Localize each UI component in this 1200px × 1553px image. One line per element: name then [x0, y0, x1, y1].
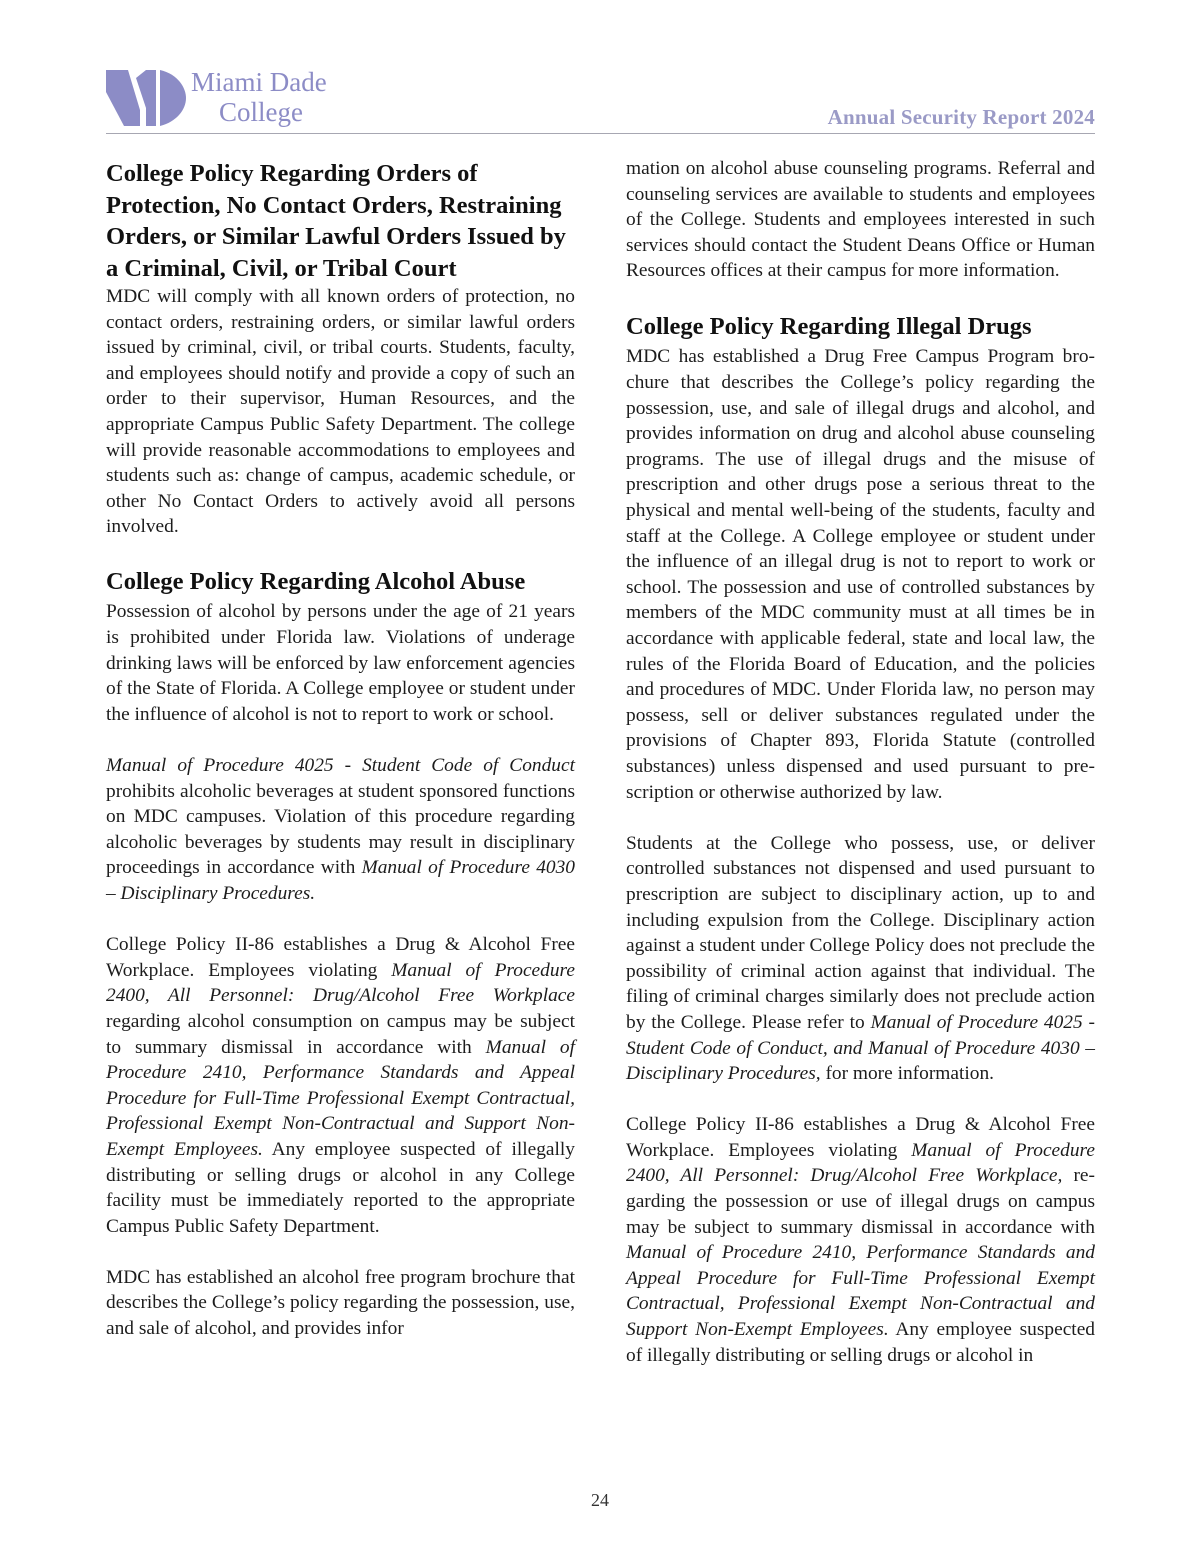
heading-alcohol-abuse: College Policy Regarding Alcohol Abuse [106, 567, 526, 595]
page-number: 24 [591, 1490, 609, 1510]
page-header [106, 68, 1095, 136]
italic-reference: Manual of Procedure 4025 - Student Code of Conduct, and Manual of Procedure 4030 – Disciplinary Procedures, [626, 1011, 1096, 1085]
college-logo [106, 68, 366, 128]
paragraph-alcohol-2 [106, 753, 575, 907]
text-run: prohibits alcoholic beverages at student sponsored functions on MDC campuses. Violation of this procedure regarding alcoholic beverages by students may result in disciplinary proceedings in accordance with [106, 780, 575, 879]
italic-reference: Manual of Procedure 2400, All Personnel: Drug/Alcohol Free Workplace [106, 959, 575, 1007]
heading-orders-of-protection: College Policy Regarding Orders of Protection, No Contact Orders, Restraining Orders, or Similar Lawful Orders Issued by a Criminal, Civil, or Tribal Court [106, 160, 566, 282]
text-run: for more information. [820, 1063, 994, 1085]
heading-illegal-drugs: College Policy Regarding Illegal Drugs [626, 312, 1032, 340]
left-column [106, 156, 575, 1342]
logo-mark-icon [106, 70, 186, 126]
italic-reference: Manual of Procedure 2410, Performance Standards and Appeal Procedure for Full-Time Professional Exempt Contractual, Professional Exempt Non-Contractual and Support Non-Exempt Employees. [106, 1036, 575, 1160]
paragraph-drugs-1: MDC has established a Drug Free Campus Program brochure that describes the College’s policy regarding the possession, use, and sale of illegal drugs and alcohol, and provides information on drug and alcohol abuse counseling programs. The use of illegal drugs and the misuse of prescription and other drugs pose a serious threat to the physical and mental well-being of the students, faculty and staff at the College. A College employee or student under the influence of an illegal drug is not to report to work or school. The possession and use of controlled substances by members of the MDC community must at all times be in accordance with applicable federal, state and local law, the rules of the Florida Board of Education, and the policies and procedures of MDC. Under Florida law, no person may possess, sell or deliver substances regulated under the provisions of Chapter 893, Florida Statute (controlled substances) unless dispensed and used pursuant to prescription or otherwise authorized by law. [626, 346, 1095, 803]
text-run: regarding alcohol consumption on campus may be subject to summary dismissal in accordance with [106, 1010, 575, 1058]
report-title: Annual Security Report 2024 [827, 105, 1095, 129]
logo-text-line1: Miami Dade [191, 67, 327, 97]
italic-reference: Manual of Procedure 4030 – Disciplinary Procedures. [106, 857, 575, 904]
paragraph-drugs-3 [626, 1112, 1095, 1368]
paragraph-continued: mation on alcohol abuse counseling programs. Referral and counseling services are available to students and employees of the College. Students and employees interested in such services should contact the Student Deans Office or Human Resources offices at their campus for more information. [626, 158, 1095, 282]
text-run: Students at the College who possess, use, or deliver controlled substances not dispensed and used pursuant to prescription are subject to disciplinary action, up to and including expulsion from the College. Disciplinary action against a student under College Policy does not preclude the possibility of criminal action against that individual. The filing of criminal charges similarly does not preclude action by the College. Please refer to [626, 832, 1095, 1033]
italic-reference: Manual of Procedure 2410, Performance Standards and Appeal Procedure for Full-Time Professional Exempt Contractual, Professional Exempt Non-Contractual and Support Non-Exempt Employees. [626, 1242, 1095, 1341]
text-run: regarding the possession or use of illegal drugs on campus may be subject to summary dismissal in accordance with [626, 1165, 1095, 1238]
paragraph-alcohol-1: Possession of alcohol by persons under the age of 21 years is prohibited under Florida law. Violations of underage drinking laws will be enforced by law enforcement agencies of the State of Florida. A College employee or student under the influence of alcohol is not to report to work or school. [106, 601, 575, 725]
text-run: College Policy II-86 establishes a Drug & Alcohol Free Workplace. Employees violating [626, 1114, 1095, 1161]
paragraph-orders: MDC will comply with all known orders of protection, no contact orders, restraining orders, or similar lawful orders issued by criminal, civil, or tribal courts. Students, faculty, and employees should notify and provide a copy of such an order to their supervisor, Human Resources, and the appropriate Campus Public Safety Department. The college will provide reasonable accommodations to employees and students such as: change of campus, academic schedule, or other No Contact Orders to actively avoid all persons involved. [106, 286, 575, 538]
italic-reference: Manual of Procedure 2400, All Personnel: Drug/Alcohol Free Workplace, [626, 1139, 1095, 1187]
text-run: Any employee suspected of illegally distributing or selling drugs or alcohol in any College facility must be immediately reported to the appropriate Campus Public Safety Department. [106, 1138, 575, 1237]
paragraph-drugs-2 [626, 831, 1095, 1087]
italic-reference: Manual of Procedure 4025 - Student Code of Conduct [106, 755, 575, 776]
right-column [626, 156, 1095, 1368]
header-divider [106, 133, 1095, 134]
paragraph-alcohol-3 [106, 932, 575, 1239]
logo-text-line2: College [219, 97, 303, 127]
paragraph-alcohol-4: MDC has established an alcohol free program brochure that describes the College’s policy regarding the possession, use, and sale of alcohol, and provides infor [106, 1266, 575, 1340]
text-run: College Policy II-86 establishes a Drug & Alcohol Free Workplace. Employees violating [106, 934, 575, 981]
text-run: Any employee suspected of illegally distributing or selling drugs or alcohol in [626, 1319, 1095, 1366]
